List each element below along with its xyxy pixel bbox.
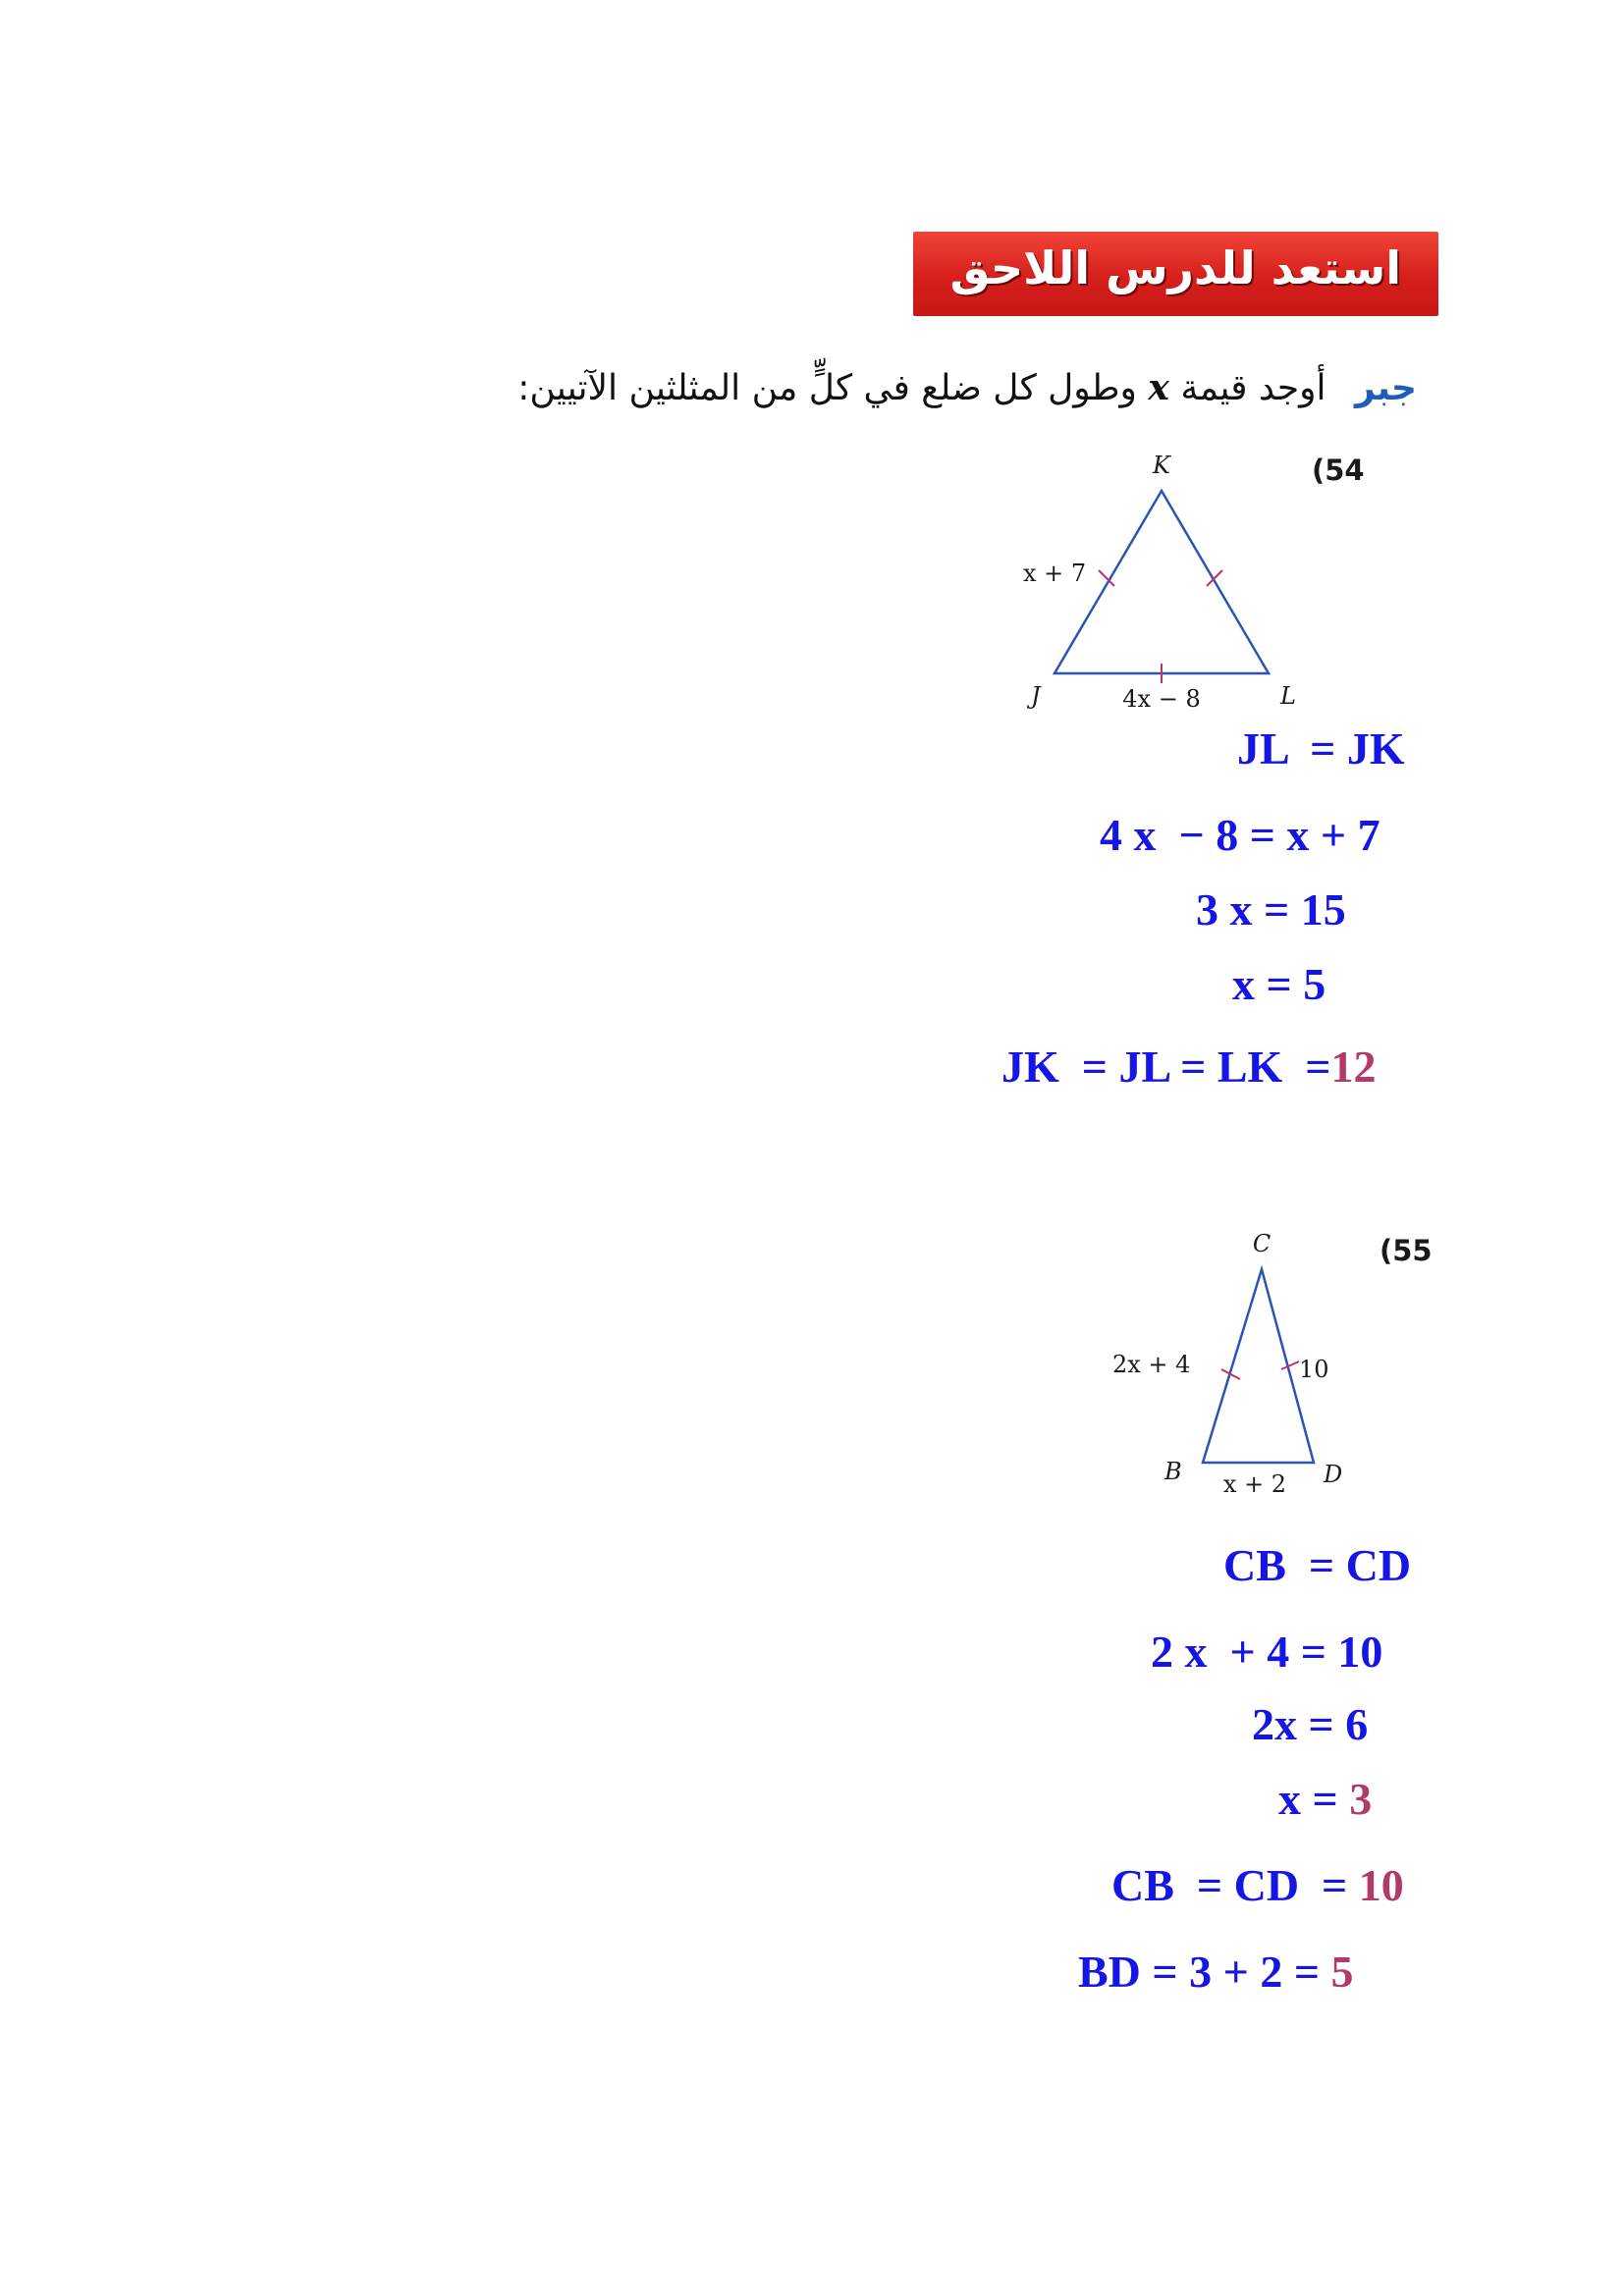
triangle-bcd [1203,1269,1314,1463]
side-bd-label: x + 2 [1222,1470,1287,1498]
answer-55-x: 3 [1349,1774,1373,1824]
step-55-5 [1111,1860,1404,1910]
side-cd-label: 10 [1299,1356,1329,1383]
step-55-3: 2x = 6 [1252,1699,1369,1749]
vertex-k-label: K [1153,452,1170,479]
side-cb-label: 2x + 4 [1112,1351,1191,1378]
instruction-line [517,367,1417,408]
answer-55-base: 5 [1330,1947,1354,1997]
step-55-6 [1078,1949,1354,1995]
step-55-4-text: x = [1278,1774,1338,1824]
step-55-6-text: BD = 3 + 2 = [1078,1947,1321,1997]
answer-54-side: 12 [1330,1041,1377,1092]
step-54-3: 3 x = 15 [1196,884,1346,934]
problem-number-55: (55 [1380,1234,1433,1267]
instruction-text-before: أوجد قيمة [1180,368,1326,408]
step-54-4: x = 5 [1232,959,1326,1009]
vertex-b-label: B [1164,1458,1182,1485]
vertex-j-label: J [1031,682,1041,710]
section-banner [913,232,1438,316]
problem-number-54: (54 [1312,454,1365,487]
instruction-variable: x [1148,367,1169,408]
tick-mark-cd [1281,1362,1299,1369]
step-55-2: 2 x + 4 = 10 [1151,1627,1383,1677]
step-55-1: CB = CD [1223,1540,1412,1590]
step-54-2: 4 x − 8 = x + 7 [1100,810,1380,860]
instruction-text-after: وطول كل ضلع في كلٍّ من المثلثين الآتيين: [517,368,1137,408]
vertex-c-label: C [1252,1230,1271,1257]
answer-55-legs: 10 [1358,1860,1404,1910]
vertex-l-label: L [1280,682,1296,710]
side-jk-label: x + 7 [1023,560,1087,587]
vertex-d-label: D [1324,1461,1343,1488]
triangle-bcd-figure [1100,1222,1384,1517]
step-54-5 [1001,1041,1377,1092]
step-54-1: JL = JK [1237,723,1405,774]
step-54-5-text: JK = JL = LK = [1001,1041,1331,1092]
banner-title: استعد للدرس اللاحق [949,241,1401,294]
triangle-jkl-figure [1011,447,1306,721]
algebra-tag: جبر [1354,368,1417,408]
triangle-jkl [1055,491,1269,673]
step-55-4 [1278,1774,1373,1824]
side-jl-label: 4x − 8 [1122,685,1201,713]
step-55-5-text: CB = CD = [1111,1860,1348,1910]
